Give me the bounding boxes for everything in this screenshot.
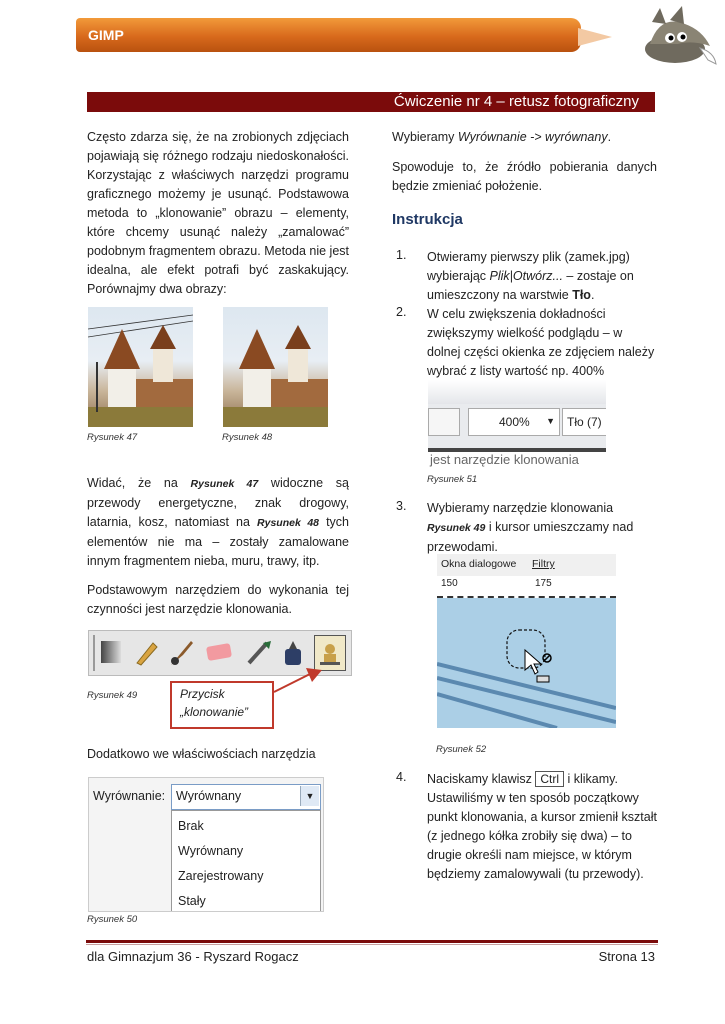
status-text: jest narzędzie klonowania <box>430 452 579 467</box>
alignment-selected-value: Wyrównany <box>176 789 242 803</box>
footer-rule <box>86 940 658 943</box>
source-moves-paragraph: Spowoduje to, że źródło pobierania danych będzie zmieniać położenie. <box>392 160 657 193</box>
option-wyrownany[interactable]: Wyrównany <box>178 844 244 858</box>
zoom-select[interactable] <box>468 408 560 436</box>
zoom-value: 400% <box>499 415 530 429</box>
step-4-number: 4. <box>396 770 407 784</box>
step-1-number: 1. <box>396 248 407 262</box>
layer-value: Tło (7) <box>567 415 602 429</box>
caption-rysunek-48: Rysunek 48 <box>222 432 273 443</box>
alignment-dropdown-screenshot <box>88 777 324 912</box>
zoom-screenshot <box>428 380 606 468</box>
layer-select[interactable] <box>562 408 606 436</box>
footer-rule-thin <box>86 944 658 945</box>
clone-cursor-icon <box>523 648 557 688</box>
photo-rysunek-48 <box>223 307 328 427</box>
chevron-down-icon[interactable]: ▼ <box>546 416 555 426</box>
step-1-text: Otwieramy pierwszy plik (zamek.jpg) wybierając Plik|Otwórz... – zostaje on umieszczony na warstwie Tło. <box>427 250 634 302</box>
caption-rysunek-50: Rysunek 50 <box>87 914 138 925</box>
banner-tail <box>578 28 612 46</box>
caption-rysunek-49: Rysunek 49 <box>87 690 138 701</box>
airbrush-tool-icon <box>245 639 273 667</box>
ctrl-key: Ctrl <box>535 771 564 787</box>
comparison-paragraph: Widać, że na Rysunek 47 widoczne są przewody energetyczne, znak drogowy, latarnia, kosz, natomiast na Rysunek 48 tych elementów nie ma – zostały zamalowane innym fragmentem nieba, muru, trawy, itp. <box>87 476 349 568</box>
footer-author: dla Gimnazjum 36 - Ryszard Rogacz <box>87 949 299 964</box>
clone-tool-paragraph: Podstawowym narzędziem do wykonania tej czynności jest narzędzie klonowania. <box>87 583 349 616</box>
ruler-tick-150: 150 <box>441 578 458 589</box>
ref-rysunek-47: Rysunek 47 <box>190 478 259 490</box>
step-4-text: Naciskamy klawisz Ctrl i klikamy. Ustawiliśmy w ten sposób początkowy punkt klonowania, a kursor zmienił kształt (z jednego kółka zrobiły się dwa) – to drugie określi nam miejsce, w którym będziemy zamalowywali (tu przewody). <box>427 772 657 881</box>
ref-rysunek-49: Rysunek 49 <box>427 522 486 534</box>
option-brak[interactable]: Brak <box>178 819 204 833</box>
alignment-label: Wyrównanie: <box>93 789 166 803</box>
clone-callout-box <box>170 681 274 729</box>
step-3-number: 3. <box>396 499 407 513</box>
photo-rysunek-47 <box>88 307 193 427</box>
menu-okna-dialogowe[interactable]: Okna dialogowe <box>441 558 517 570</box>
header-banner <box>76 18 581 52</box>
alignment-choice-paragraph: Wybieramy Wyrównanie -> wyrównany. <box>392 130 612 144</box>
exercise-title: Ćwiczenie nr 4 – retusz fotograficzny <box>393 93 639 110</box>
blend-tool-icon <box>101 641 121 663</box>
menu-filtry[interactable]: Filtry <box>532 558 555 570</box>
footer-page-number: Strona 13 <box>598 949 655 964</box>
intro-paragraph: Często zdarza się, że na zrobionych zdjęciach pojawiają się różnego rodzaju niedoskonałości. Korzystając z właściwych narzędzi programu graficznego możemy je usunąć. Podstawowa metoda to „klonowanie” obrazu – elementy, które chcemy usunąć należy „zamalować” podobnym fragmentem obrazu. Metoda nie jest idealna, ale efekt potrafi być zaskakujący. Porównajmy dwa obrazy: <box>87 130 349 296</box>
caption-rysunek-47: Rysunek 47 <box>87 432 138 443</box>
chevron-down-icon[interactable]: ▼ <box>300 786 319 806</box>
option-staly[interactable]: Stały <box>178 894 206 908</box>
pencil-tool-icon <box>133 639 161 667</box>
clone-stamp-icon <box>315 636 345 670</box>
step-2-text: W celu zwiększenia dokładności zwiększymy wielkość podglądu – w dolnej części okienka ze zdjęciem należy wybrać z listy wartość np. 400% <box>427 307 655 378</box>
ruler-tick-175: 175 <box>535 578 552 589</box>
caption-rysunek-52: Rysunek 52 <box>436 744 487 755</box>
banner-label: GIMP <box>88 27 124 43</box>
ref-rysunek-48: Rysunek 48 <box>257 517 319 529</box>
alignment-select[interactable] <box>171 784 321 810</box>
paintbrush-tool-icon <box>167 639 195 667</box>
caption-rysunek-51: Rysunek 51 <box>427 474 478 485</box>
callout-line-1: Przycisk <box>180 687 225 701</box>
callout-line-2: „klonowanie” <box>180 705 249 719</box>
eraser-tool-icon <box>206 643 232 661</box>
callout-arrow <box>270 666 330 696</box>
properties-paragraph: Dodatkowo we właściwościach narzędzia <box>87 747 316 761</box>
step-3-text: Wybieramy narzędzie klonowania Rysunek 49 i kursor umieszczamy nad przewodami. <box>427 501 634 554</box>
ink-tool-icon <box>281 639 309 667</box>
option-zarejestrowany[interactable]: Zarejestrowany <box>178 869 264 883</box>
clone-cursor-screenshot <box>437 554 616 728</box>
ruler <box>437 576 616 598</box>
alignment-options-list <box>171 810 321 912</box>
step-2-number: 2. <box>396 305 407 319</box>
gimp-mascot-icon <box>630 4 720 74</box>
instruction-heading: Instrukcja <box>392 211 463 228</box>
exercise-title-bar <box>87 92 655 112</box>
